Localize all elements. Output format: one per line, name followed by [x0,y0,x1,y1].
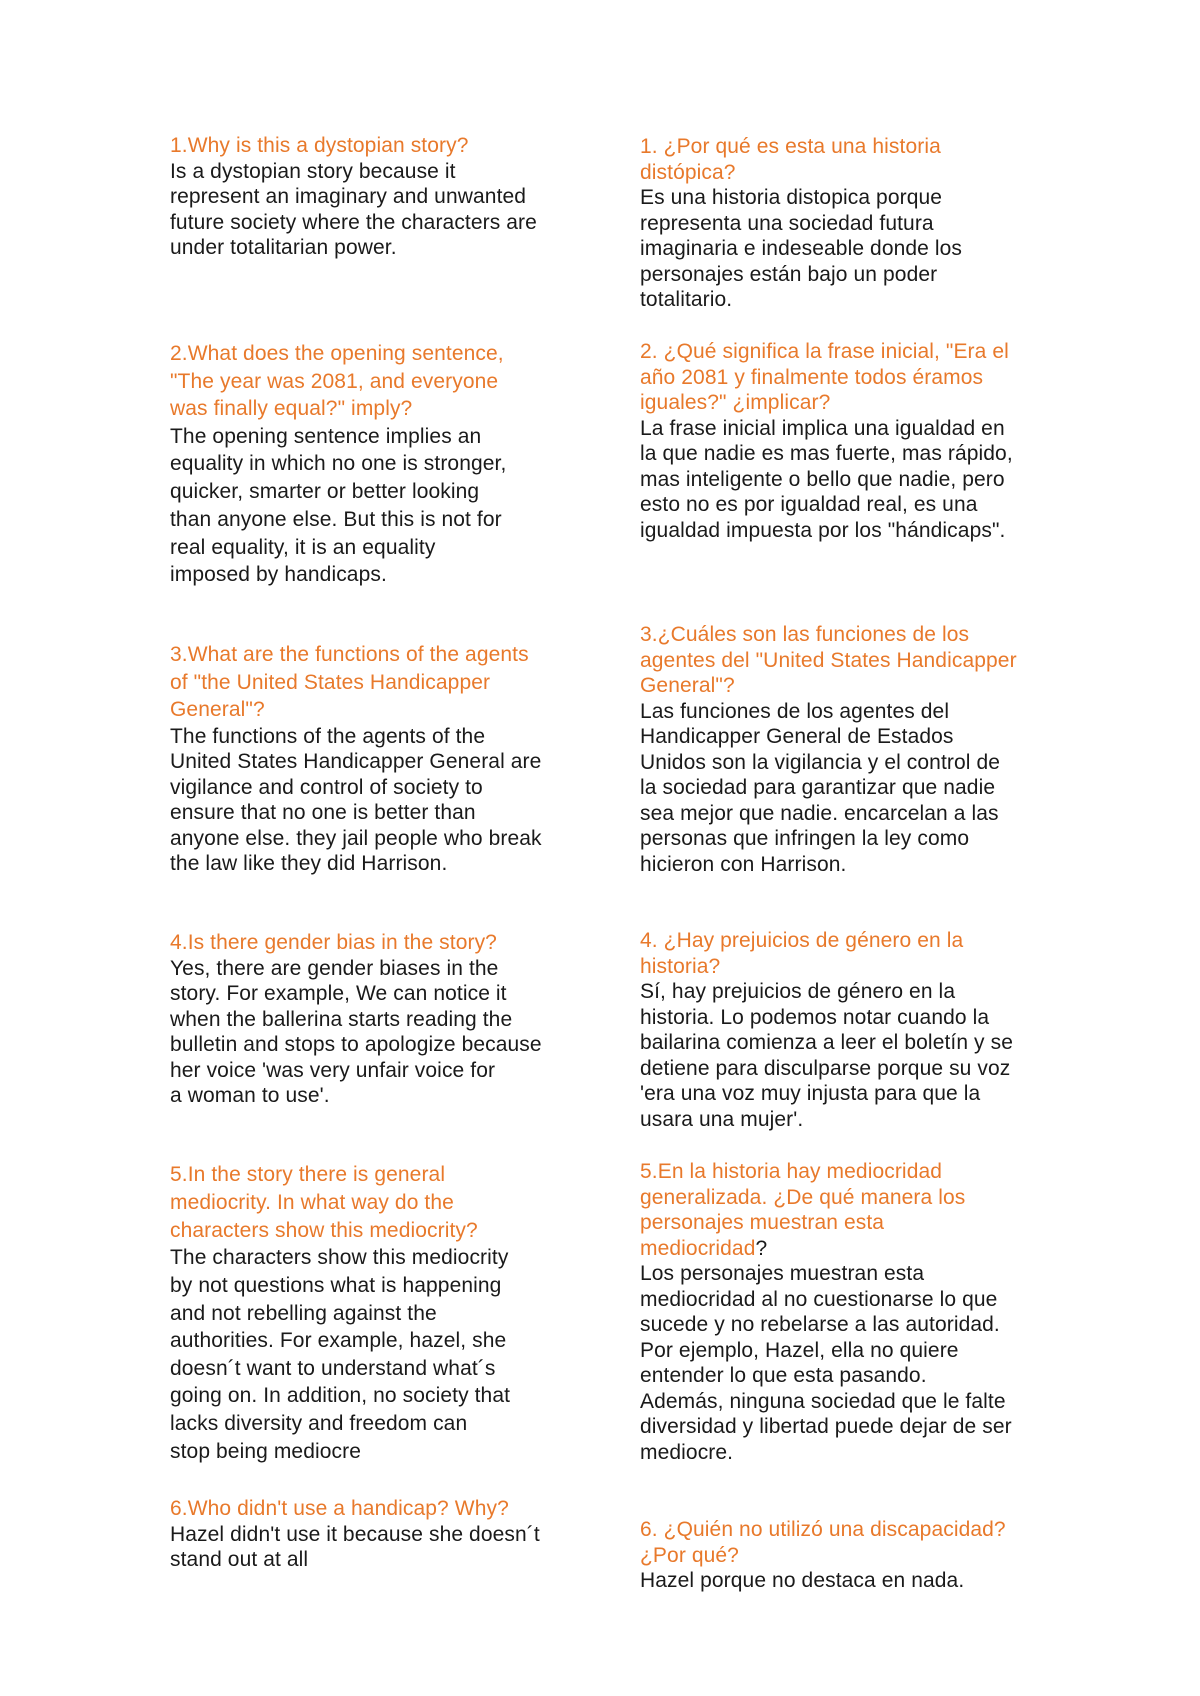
right-qa-3 [640,622,1060,877]
question-text [640,1159,1060,1261]
left-qa-3 [170,641,590,877]
right-qa-5 [640,1159,1060,1465]
answer-text: Los personajes muestran esta mediocridad al no cuestionarse lo que sucede y no rebelarse a las autoridad. Por ejemplo, Hazel, ella no quiere entender lo que esta pasando. Además, ninguna sociedad que le falte diversidad y libertad puede dejar de ser mediocre. [640,1262,1012,1464]
answer-text: Es una historia distopica porque representa una sociedad futura imaginaria e indeseable donde los personajes están bajo un poder totalitario. [640,186,963,311]
answer-text: Yes, there are gender biases in the story. For example, We can notice it when the ballerina starts reading the bulletin and stops to apologize because her voice 'was very unfair voice for a woman to use'. [170,956,542,1107]
question-text: 1. ¿Por qué es esta una historia distópica? [640,135,941,184]
answer-text: Hazel porque no destaca en nada. [640,1569,965,1592]
answer-text: Las funciones de los agentes del Handicapper General de Estados Unidos son la vigilancia y el control de la sociedad para garantizar que nadie sea mejor que nadie. encarcelan a las personas que infringen la ley como hicieron con Harrison. [640,699,1001,876]
question-main: 5.En la historia hay mediocridad generalizada. ¿De qué manera los personajes muestran esta mediocridad [640,1160,966,1260]
question-text: 6.Who didn't use a handicap? Why? [170,1497,509,1520]
answer-text: The characters show this mediocrity by not questions what is happening and not rebelling against the authorities. For example, hazel, she doesn´t want to understand what´s going on. In addition, no society that lacks diversity and freedom can stop being mediocre [170,1246,511,1463]
answer-text: Hazel didn't use it because she doesn´t stand out at all [170,1522,540,1571]
answer-text: The opening sentence implies an equality in which no one is stronger, quicker, smarter or better looking than anyone else. But this is not for real equality, it is an equality imposed by handicaps. [170,424,507,587]
right-qa-6 [640,1517,1060,1594]
left-qa-4 [170,930,590,1109]
left-qa-2 [170,340,590,589]
left-qa-6 [170,1496,590,1573]
question-text: 1.Why is this a dystopian story? [170,134,469,157]
question-text: 4.Is there gender bias in the story? [170,931,497,954]
question-text: 3.¿Cuáles son las funciones de los agentes del "United States Handicapper General"? [640,623,1017,697]
question-text: 3.What are the functions of the agents of "the United States Handicapper General"? [170,643,529,721]
answer-text: The functions of the agents of the United States Handicapper General are vigilance and control of society to ensure that no one is better than anyone else. they jail people who break the law like they did Harrison. [170,724,542,875]
left-qa-5 [170,1161,590,1465]
right-qa-4 [640,928,1060,1132]
question-text: 2. ¿Qué significa la frase inicial, "Era el año 2081 y finalmente todos éramos iguales?" ¿implicar? [640,340,1009,414]
question-text: 5.In the story there is general mediocrity. In what way do the characters show this mediocrity? [170,1163,478,1242]
answer-text: Sí, hay prejuicios de género en la historia. Lo podemos notar cuando la bailarina comienza a leer el boletín y se detiene para disculparse porque su voz 'era una voz muy injusta para que la usara una mujer'. [640,980,1013,1131]
answer-text: Is a dystopian story because it represent an imaginary and unwanted future society where the characters are under totalitarian power. [170,159,537,259]
right-qa-2 [640,339,1060,543]
question-text: 4. ¿Hay prejuicios de género en la historia? [640,929,964,978]
right-qa-1 [640,134,1060,313]
question-text: 6. ¿Quién no utilizó una discapacidad? ¿Por qué? [640,1518,1006,1567]
question-mark: ? [755,1236,768,1260]
question-text: 2.What does the opening sentence, "The year was 2081, and everyone was finally equal?" imply? [170,342,504,420]
answer-text: La frase inicial implica una igualdad en la que nadie es mas fuerte, mas rápido, mas inteligente o bello que nadie, pero esto no es por igualdad real, es una igualdad impuesta por los "hándicaps". [640,416,1013,542]
left-qa-1 [170,133,590,261]
